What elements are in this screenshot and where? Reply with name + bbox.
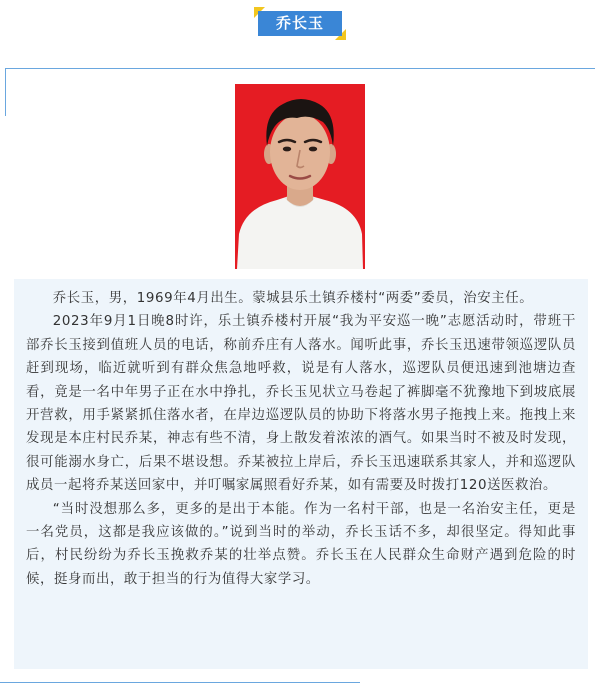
article-card <box>14 279 588 669</box>
frame-line-top <box>5 68 595 69</box>
frame-line-left <box>5 68 6 116</box>
portrait-photo <box>235 84 365 269</box>
frame-line-bottom <box>0 682 360 683</box>
article-paragraph-quote: “当时没想那么多，更多的是出于本能。作为一名村干部，也是一名治安主任，更是一名党员，这都是我应该做的。”说到当时的举动，乔长玉话不多，却很坚定。得知此事后，村民纷纷为乔长玉挽救乔某的壮举点赞。乔长玉在人民群众生命财产遇到危险的时候，挺身而出，敢于担当的行为值得大家学习。 <box>26 501 576 587</box>
article-paragraph-intro: 乔长玉，男，1969年4月出生。蒙城县乐土镇乔楼村“两委”委员，治安主任。 <box>52 291 534 306</box>
name-badge <box>254 7 346 40</box>
article-paragraph-story: 2023年9月1日晚8时许，乐土镇乔楼村开展“我为平安巡一晚”志愿活动时，带班干部乔长玉接到值班人员的电话，称前乔庄有人落水。闻听此事，乔长玉迅速带领巡逻队员赶到现场，临近就听到有群众焦急地呼救，说是有人落水，巡逻队员便迅速到池塘边查看，竟是一名中年男子正在水中挣扎，乔长玉见状立马卷起了裤脚毫不犹豫地下到坡底展开营救，用手紧紧抓住落水者，在岸边巡逻队员的协助下将落水男子拖拽上来。拖拽上来发现是本庄村民乔某，神志有些不清，身上散发着浓浓的酒气。如果当时不被及时发现，很可能溺水身亡，后果不堪设想。乔某被拉上岸后，乔长玉迅速联系其家人，并和巡逻队成员一起将乔某送回家中，并叮嘱家属照看好乔某，如有需要及时拨打120送医救治。 <box>26 314 576 494</box>
person-portrait-icon <box>235 84 365 269</box>
badge-title: 乔长玉 <box>258 11 342 36</box>
